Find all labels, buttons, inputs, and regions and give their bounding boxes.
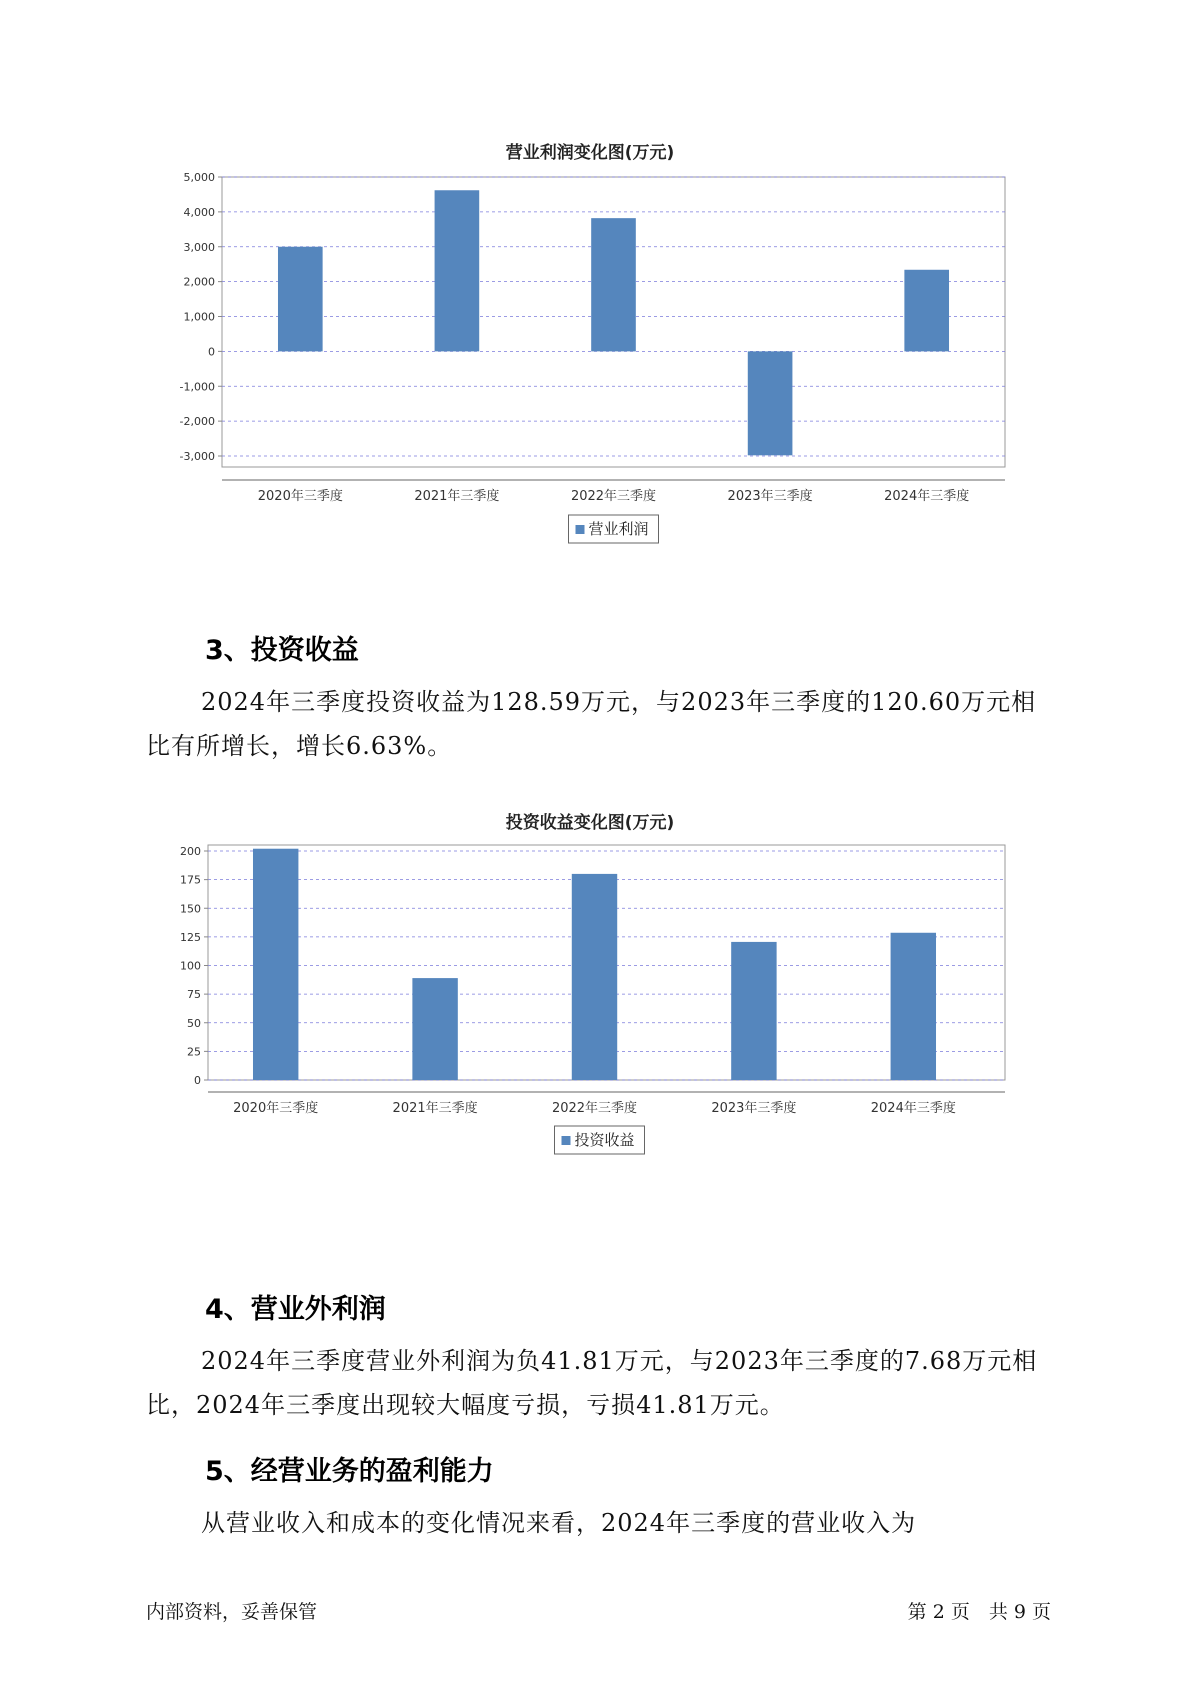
y-tick-label: 1,000	[183, 310, 215, 324]
bar	[435, 190, 480, 351]
x-tick-label: 2024年三季度	[884, 489, 970, 504]
x-tick-label: 2021年三季度	[392, 1101, 478, 1116]
x-tick-label: 2020年三季度	[233, 1101, 319, 1116]
x-tick-label: 2024年三季度	[870, 1101, 956, 1116]
y-tick-label: 50	[187, 1016, 201, 1030]
y-tick-label: 25	[187, 1045, 201, 1059]
bar	[891, 933, 936, 1080]
y-tick-label: 175	[180, 873, 201, 887]
bar	[253, 849, 298, 1080]
legend-label: 营业利润	[588, 520, 649, 538]
y-tick-label: 75	[187, 988, 201, 1002]
section-heading-profitability: 5、经营业务的盈利能力	[205, 1456, 494, 1487]
x-tick-label: 2023年三季度	[727, 489, 813, 504]
section-heading-non-operating: 4、营业外利润	[205, 1294, 386, 1325]
x-tick-label: 2022年三季度	[570, 489, 657, 504]
bar	[591, 218, 636, 351]
y-tick-label: -1,000	[179, 380, 215, 394]
legend-swatch	[562, 1136, 571, 1145]
bar	[278, 247, 323, 352]
y-tick-label: 100	[180, 959, 201, 973]
footer-left: 内部资料，妥善保管	[146, 1601, 318, 1623]
section-paragraph-non-operating: 2024年三季度营业外利润为负41.81万元，与2023年三季度的7.68万元相比，2024年三季度出现较大幅度亏损，亏损41.81万元。	[146, 1347, 1038, 1419]
x-tick-label: 2021年三季度	[414, 489, 500, 504]
section-paragraph-profitability: 从营业收入和成本的变化情况来看，2024年三季度的营业收入为	[201, 1509, 917, 1537]
section-heading-investment: 3、投资收益	[205, 635, 359, 666]
operating-profit-chart	[150, 130, 1030, 560]
bar	[731, 942, 776, 1080]
section-paragraph-investment: 2024年三季度投资收益为128.59万元，与2023年三季度的120.60万元相比有所增长，增长6.63%。	[146, 688, 1037, 760]
legend-swatch	[576, 525, 585, 534]
investment-income-chart-svg	[150, 808, 1030, 1248]
footer-page-number: 第 2 页 共 9 页	[907, 1601, 1051, 1623]
y-tick-label: 3,000	[183, 240, 215, 254]
y-tick-label: 4,000	[183, 205, 215, 219]
x-tick-label: 2020年三季度	[257, 489, 343, 504]
chart-title: 投资收益变化图(万元)	[505, 813, 675, 833]
x-tick-label: 2023年三季度	[711, 1101, 797, 1116]
y-tick-label: 200	[180, 845, 201, 858]
bar	[412, 978, 457, 1080]
bar	[748, 351, 793, 455]
y-tick-label: 150	[180, 902, 201, 916]
y-tick-label: 0	[208, 345, 215, 359]
investment-income-chart	[150, 808, 1030, 1248]
y-tick-label: -3,000	[179, 450, 215, 463]
bar	[904, 270, 949, 352]
y-tick-label: 2,000	[183, 275, 215, 289]
y-tick-label: 0	[194, 1074, 201, 1087]
legend-label: 投资收益	[574, 1131, 635, 1149]
bar	[572, 874, 617, 1080]
x-tick-label: 2022年三季度	[551, 1101, 638, 1116]
operating-profit-chart-svg	[150, 130, 1030, 560]
chart-title: 营业利润变化图(万元)	[505, 143, 675, 163]
y-tick-label: 5,000	[183, 171, 215, 184]
y-tick-label: -2,000	[179, 415, 215, 429]
y-tick-label: 125	[180, 930, 201, 944]
